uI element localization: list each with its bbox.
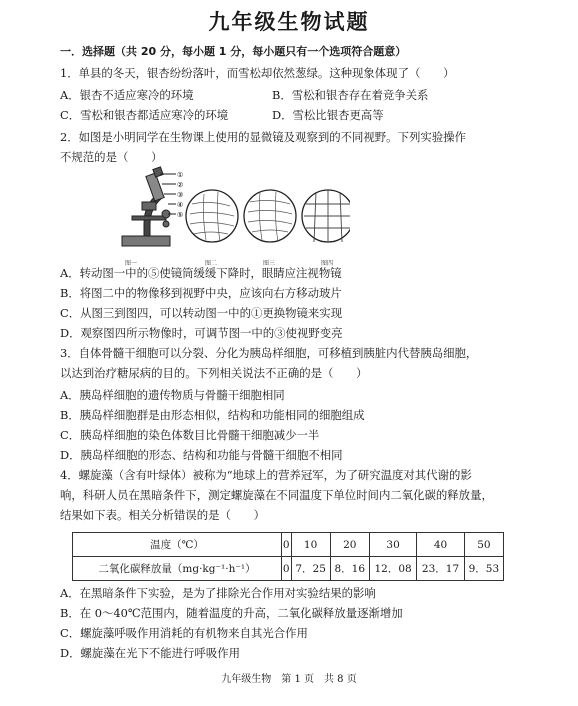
microscope-figure [110,164,350,264]
q3-option-a: A．胰岛样细胞的遗传物质与骨髓干细胞相同 [60,388,285,402]
q1-option-a: A．银杏不适应寒冷的环境 [60,88,194,102]
table-cell: 12．08 [369,557,416,581]
q1-option-b: B．雪松和银杏存在着竞争关系 [272,88,429,102]
fig-label-2: 图二 [205,260,218,267]
table-row [73,557,504,581]
q1-option-d: D．雪松比银杏更高等 [272,108,384,122]
q3-option-b: B．胰岛样细胞群是由形态相似，结构和功能相同的细胞组成 [60,408,365,422]
fig-label-1: 图一 [125,260,138,267]
fig-label-3: 图三 [263,260,276,267]
table-cell: 7．25 [291,557,330,581]
view-circle-2 [186,190,238,242]
q1-stem: 1．单县的冬天，银杏纷纷落叶，而雪松却依然葱绿。这种现象体现了（ ） [60,66,455,80]
temperature-header: 温度（℃） [73,533,282,557]
q2-option-c: C．从图三到图四，可以转动图一中的①更换物镜来实现 [60,306,343,320]
section-heading: 一．选择题（共 20 分，每小题 1 分，每小题只有一个选项符合题意） [60,45,407,58]
microscope-drawing [122,167,176,246]
callout-3: ③ [177,191,184,199]
q2-stem-line1: 2．如图是小明同学在生物课上使用的显微镜及观察到的不同视野。下列实验操作 [60,130,466,144]
q2-option-b: B．将图二中的物像移到视野中央，应该向右方移动玻片 [60,286,342,300]
q2-option-d: D．观察图四所示物像时，可调节图一中的③使视野变亮 [60,326,343,340]
q4-stem-line3: 结果如下表。相关分析错误的是（ ） [60,508,266,522]
view-circle-3 [244,190,296,242]
q3-option-c: C．胰岛样细胞的染色体数目比骨髓干细胞减少一半 [60,428,320,442]
fig-label-4: 图四 [321,260,334,267]
q4-stem-line1: 4．螺旋藻（含有叶绿体）被称为“地球上的营养冠军，为了研究温度对其代谢的影 [60,468,472,482]
table-row [73,533,504,557]
q4-option-a: A．在黑暗条件下实验，是为了排除光合作用对实验结果的影响 [60,586,376,600]
exam-title: 九年级生物试题 [208,10,370,34]
table-cell: 20 [330,533,369,557]
table-cell: 0 [282,533,292,557]
table-cell: 9．53 [464,557,503,581]
q4-stem-line2: 响，科研人员在黑暗条件下，测定螺旋藻在不同温度下单位时间内二氧化碳的释放量， [60,488,493,502]
table-cell: 23．17 [417,557,464,581]
table-cell: 0 [282,557,292,581]
callout-5: ⑤ [177,211,184,219]
q3-stem-line1: 3．自体骨髓干细胞可以分裂、分化为胰岛样细胞，可移植到胰脏内代替胰岛细胞， [60,346,478,360]
q2-stem-line2: 不规范的是（ ） [60,150,163,164]
table-cell: 10 [291,533,330,557]
page-footer: 九年级生物 第 1 页 共 8 页 [221,674,357,685]
q3-stem-line2: 以达到治疗糖尿病的目的。下列相关说法不正确的是（ ） [60,366,368,380]
q3-option-d: D．胰岛样细胞的形态、结构和功能与骨髓干细胞不相同 [60,448,343,462]
q2-option-a: A．转动图一中的⑤使镜筒缓缓下降时，眼睛应注视物镜 [60,266,342,280]
q4-option-d: D．螺旋藻在光下不能进行呼吸作用 [60,646,240,660]
table-cell: 30 [369,533,416,557]
co2-header: 二氧化碳释放量（mg·kg⁻¹·h⁻¹） [73,557,282,581]
co2-release-table [72,532,504,581]
table-cell: 40 [417,533,464,557]
table-cell: 50 [464,533,503,557]
q4-option-c: C．螺旋藻呼吸作用消耗的有机物来自其光合作用 [60,626,308,640]
callout-2: ② [177,181,184,189]
q4-option-b: B．在 0～40℃范围内，随着温度的升高，二氧化碳释放量逐渐增加 [60,606,403,620]
view-circle-4 [302,190,350,242]
callout-1: ① [177,171,184,179]
table-cell: 8．16 [330,557,369,581]
q1-option-c: C．雪松和银杏都适应寒冷的环境 [60,108,229,122]
callout-4: ④ [177,201,184,209]
